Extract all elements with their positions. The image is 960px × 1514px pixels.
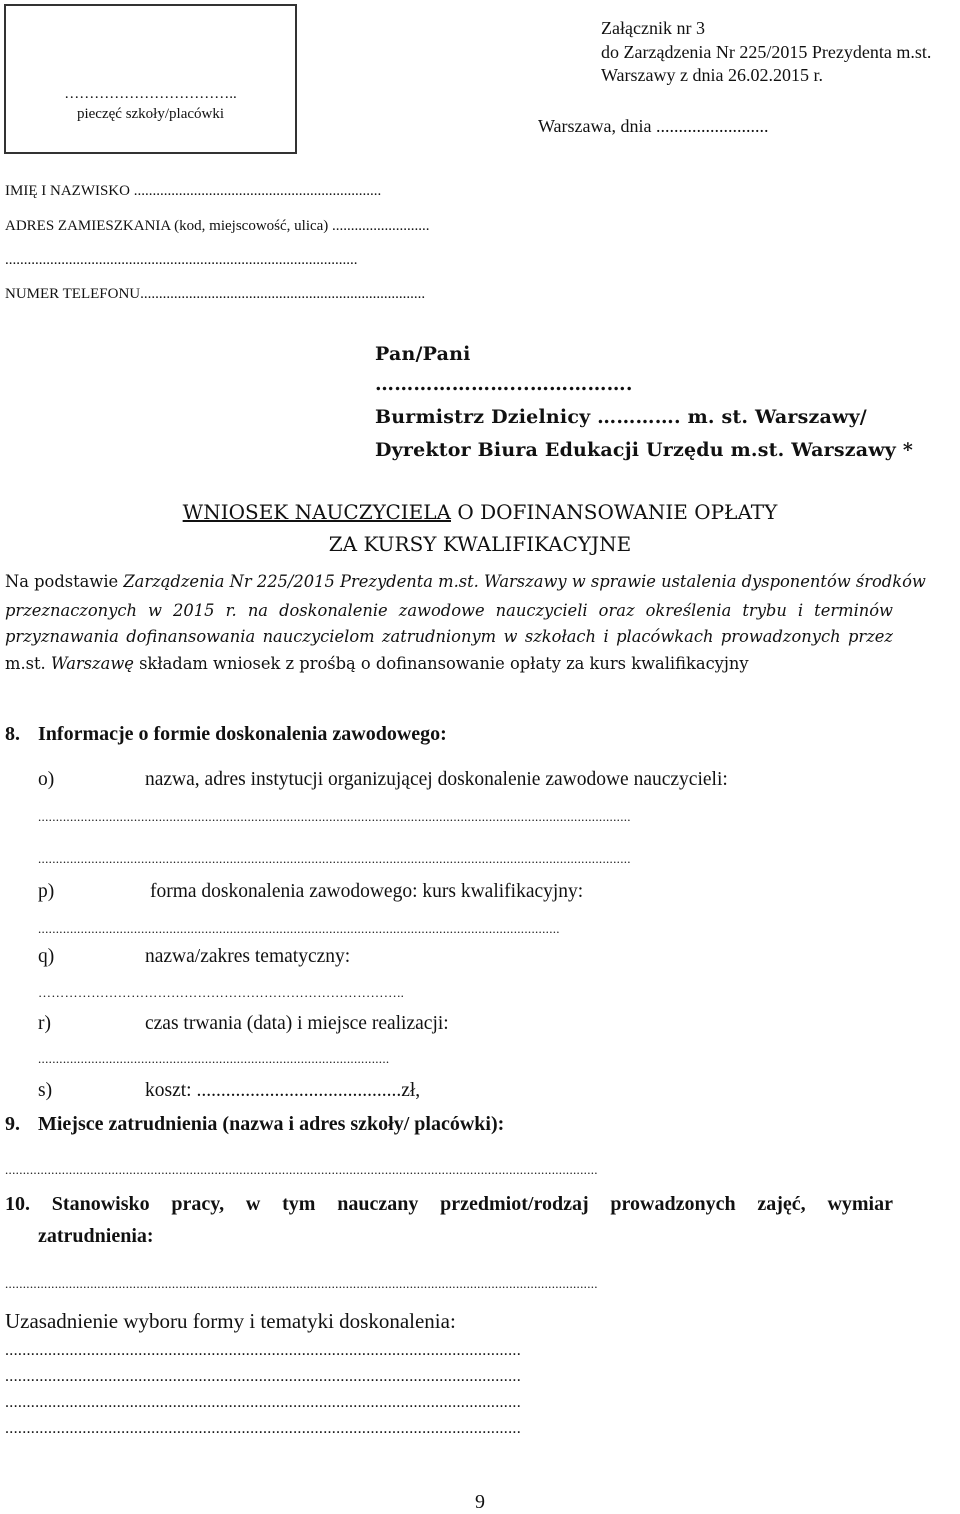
item-p-text: forma doskonalenia zawodowego: kurs kwalifikacyjny:	[150, 881, 584, 902]
section-10-answer-line[interactable]: .......................................................................................................................................................................	[5, 1276, 598, 1291]
title-rest: O DOFINANSOWANIE OPŁATY	[450, 500, 778, 524]
phone-field[interactable]: NUMER TELEFONU............................................................................	[5, 286, 426, 302]
page-number: 9	[475, 1491, 485, 1513]
item-q-text: nazwa/zakres tematyczny:	[145, 946, 351, 967]
section-10-heading-text: Stanowisko pracy, w tym nauczany przedmiot/rodzaj prowadzonych zajęć, wymiar	[51, 1193, 893, 1215]
item-p-answer-line[interactable]: ...................................................................................................................................................	[38, 921, 560, 936]
justification-line-4[interactable]: ........................................................................................................................	[5, 1420, 521, 1437]
addressee-line-2[interactable]: …………………...…………….	[375, 373, 633, 395]
item-r-answer-line[interactable]: ...................................................................................................	[38, 1051, 390, 1066]
title-underlined-part: WNIOSEK NAUCZYCIELA	[182, 500, 451, 524]
item-p-letter: p)	[38, 881, 55, 902]
intro-l4-a: m.st.	[5, 654, 51, 673]
intro-l2-a: przeznaczonych w 2015 r.	[5, 601, 248, 620]
intro-line-2	[5, 601, 893, 620]
section-9-answer-line[interactable]: .......................................................................................................................................................................	[5, 1162, 598, 1177]
justification-line-2[interactable]: ........................................................................................................................	[5, 1368, 521, 1385]
intro-line-1	[5, 572, 926, 591]
document-title-line-2: ZA KURSY KWALIFIKACYJNE	[328, 532, 632, 556]
item-q-answer-line[interactable]: ………………………………………………………………………..	[38, 985, 405, 1000]
annex-line-2: do Zarządzenia Nr 225/2015 Prezydenta m.st.	[601, 42, 932, 62]
justification-line-1[interactable]: ........................................................................................................................	[5, 1342, 521, 1359]
name-field[interactable]: IMIĘ I NAZWISKO ..................................................................	[5, 183, 382, 199]
item-r-letter: r)	[38, 1013, 51, 1034]
item-r-text: czas trwania (data) i miejsce realizacji:	[145, 1013, 449, 1034]
item-o-answer-line-1[interactable]: .......................................................................................................................................................................	[38, 809, 631, 824]
section-9-heading: Miejsce zatrudnienia (nazwa i adres szkoły/ placówki):	[38, 1113, 505, 1135]
item-o-letter: o)	[38, 769, 55, 790]
intro-line-4	[5, 654, 893, 673]
intro-l1-b: Zarządzenia Nr 225/2015 Prezydenta m.st. Warszawy w sprawie ustalenia dysponentów środków	[123, 572, 926, 591]
intro-l4-c: składam wniosek z prośbą o dofinansowanie opłaty za kurs kwalifikacyjny	[133, 654, 749, 673]
section-8-heading: Informacje o formie doskonalenia zawodowego:	[38, 723, 447, 745]
section-9-number: 9.	[5, 1113, 20, 1135]
item-o-text: nazwa, adres instytucji organizującej doskonalenie zawodowe nauczycieli:	[145, 769, 728, 790]
address-field-continued[interactable]: ..............................................................................................	[5, 252, 358, 268]
item-q-letter: q)	[38, 946, 55, 967]
addressee-line-4: Dyrektor Biura Edukacji Urzędu m.st. Warszawy *	[375, 439, 913, 461]
item-s-letter: s)	[38, 1080, 53, 1101]
intro-l4-b: Warszawę	[50, 654, 134, 673]
section-10-number: 10.	[5, 1193, 30, 1215]
item-s-cost-field[interactable]: koszt: ..........................................zł,	[145, 1080, 421, 1101]
section-10-heading-line-2: zatrudnienia:	[38, 1225, 154, 1247]
stamp-dots: ……………………………..	[64, 86, 237, 102]
place-date-field[interactable]: Warszawa, dnia .........................	[538, 116, 769, 136]
annex-line-1: Załącznik nr 3	[601, 18, 705, 38]
school-stamp-box	[4, 4, 297, 154]
addressee-line-1: Pan/Pani	[375, 343, 471, 365]
stamp-label: pieczęć szkoły/placówki	[76, 106, 225, 122]
addressee-line-3: Burmistrz Dzielnicy …………. m. st. Warszawy/	[375, 406, 867, 428]
justification-line-3[interactable]: ........................................................................................................................	[5, 1394, 521, 1411]
justification-label: Uzasadnienie wyboru formy i tematyki doskonalenia:	[5, 1309, 456, 1333]
address-field[interactable]: ADRES ZAMIESZKANIA (kod, miejscowość, ulica) ..........................	[5, 218, 430, 234]
item-o-answer-line-2[interactable]: .......................................................................................................................................................................	[38, 851, 631, 866]
annex-line-3: Warszawy z dnia 26.02.2015 r.	[601, 65, 823, 85]
intro-l2-b: na doskonalenie zawodowe nauczycieli oraz określenia trybu i terminów	[247, 601, 893, 620]
intro-line-3: przyznawania dofinansowania nauczycielom zatrudnionym w szkołach i placówkach prowadzonych przez	[5, 627, 893, 646]
section-8-number: 8.	[5, 723, 20, 745]
document-title-line-1	[0, 500, 960, 524]
intro-l1-a: Na podstawie	[5, 572, 124, 591]
section-10-heading-line-1	[5, 1193, 893, 1216]
